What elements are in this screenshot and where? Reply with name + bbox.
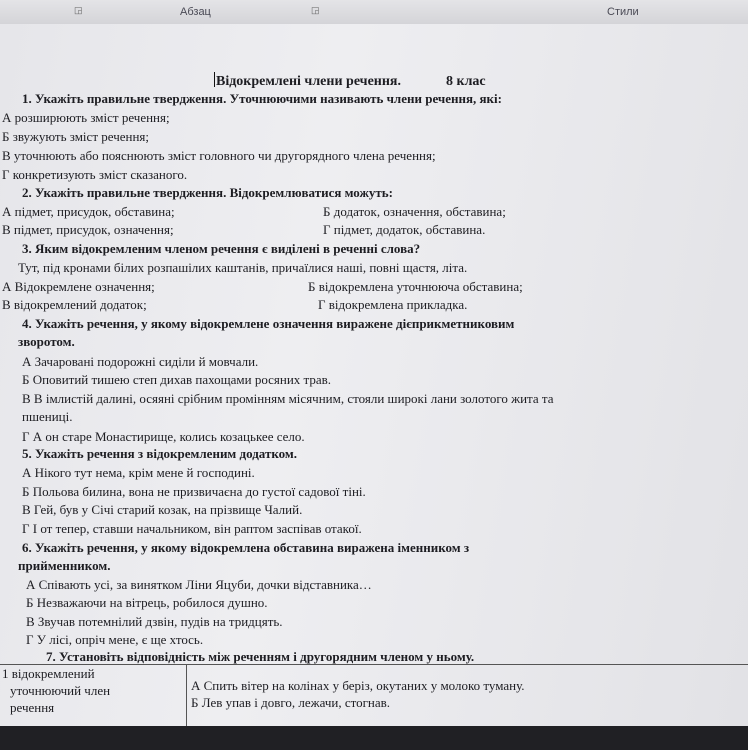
q3-option-d: Г відокремлена прикладка. xyxy=(318,297,468,312)
question-4-line-1: 4. Укажіть речення, у якому відокремлене означення виражене дієприкметниковим xyxy=(22,316,515,331)
q3-sentence: Тут, під кронами білих розпашілих каштанів, причаїлися наші, повні щастя, літа. xyxy=(18,260,468,275)
q3-option-b: Б відокремлена уточнююча обставина; xyxy=(308,279,523,294)
question-3: 3. Яким відокремленим членом речення є виділені в реченні слова? xyxy=(22,241,421,256)
matching-left-line-2: уточнюючий член xyxy=(10,683,111,698)
q4-option-b: Б Оповитий тишею степ дихав пахощами росяних трав. xyxy=(22,372,332,387)
matching-left-line-1: 1 відокремлений xyxy=(2,666,95,681)
q5-option-c: В Гей, був у Січі старий козак, на прізвище Чалий. xyxy=(22,502,303,517)
q4-option-a: А Зачаровані подорожні сиділи й мовчали. xyxy=(22,354,259,369)
question-2: 2. Укажіть правильне твердження. Відокремлюватися можуть: xyxy=(22,185,393,200)
matching-table xyxy=(0,664,748,726)
q1-option-d: Г конкретизують зміст сказаного. xyxy=(2,167,188,182)
question-7: 7. Установіть відповідність між реченням і другорядним членом у ньому. xyxy=(46,649,475,664)
q6-option-c: В Звучав потемнілий дзвін, пудів на тридцять. xyxy=(26,614,283,629)
q6-option-a: А Співають усі, за винятком Ліни Яцуби, дочки відставника… xyxy=(26,577,372,592)
document-grade: 8 клас xyxy=(446,74,486,89)
matching-left-cell xyxy=(0,665,187,726)
q3-option-c: В відокремлений додаток; xyxy=(2,297,147,312)
question-6-line-1: 6. Укажіть речення, у якому відокремлена обставина виражена іменником з xyxy=(22,540,470,555)
q5-option-b: Б Польова билина, вона не призвичаєна до густої садової тіні. xyxy=(22,484,366,499)
q5-option-d: Г І от тепер, ставши начальником, він раптом заспівав отакої. xyxy=(22,521,362,536)
q1-option-c: В уточнюють або пояснюють зміст головного чи другорядного члена речення; xyxy=(2,148,436,163)
q2-option-b: Б додаток, означення, обставина; xyxy=(323,204,506,219)
q4-option-c-line-1: В В імлистій далині, осяяні срібним промінням місячним, стояли широкі лани золотого жита та xyxy=(22,391,554,406)
matching-option-a: А Спить вітер на колінах у беріз, окутаних у молоко туману. xyxy=(191,678,525,693)
q2-option-a: А підмет, присудок, обставина; xyxy=(2,204,175,219)
question-4-line-2: зворотом. xyxy=(18,334,75,349)
matching-right-cell xyxy=(187,665,748,726)
paragraph-launcher-icon[interactable]: ◲ xyxy=(74,5,83,15)
q5-option-a: А Нікого тут нема, крім мене й господині. xyxy=(22,465,255,480)
q2-option-c: В підмет, присудок, означення; xyxy=(2,222,174,237)
matching-option-b: Б Лев упав і довго, лежачи, стогнав. xyxy=(191,695,391,710)
question-1: 1. Укажіть правильне твердження. Уточнюючими називають члени речення, які: xyxy=(22,91,502,106)
document-title-line xyxy=(214,72,486,90)
q1-option-b: Б звужують зміст речення; xyxy=(2,129,150,144)
question-6-line-2: прийменником. xyxy=(18,558,111,573)
ribbon xyxy=(0,0,748,25)
monitor-bezel xyxy=(0,726,748,750)
q1-option-a: А розширюють зміст речення; xyxy=(2,110,170,125)
q6-option-b: Б Незважаючи на вітрець, робилося душно. xyxy=(26,595,268,610)
text-cursor xyxy=(214,72,215,87)
styles-group-label: Стили xyxy=(607,6,639,18)
paragraph-group-label: Абзац xyxy=(180,6,211,18)
q6-option-d: Г У лісі, опріч мене, є ще хтось. xyxy=(26,632,204,647)
document-title: Відокремлені члени речення. xyxy=(216,74,402,89)
paragraph-settings-launcher-icon[interactable]: ◲ xyxy=(311,5,320,15)
q2-option-d: Г підмет, додаток, обставина. xyxy=(323,222,486,237)
document-page[interactable] xyxy=(0,24,748,726)
q4-option-d: Г А он старе Монастирище, колись козацькее село. xyxy=(22,429,305,444)
q3-option-a: А Відокремлене означення; xyxy=(2,279,155,294)
q4-option-c-line-2: пшениці. xyxy=(22,409,73,424)
matching-left-line-3: речення xyxy=(10,700,55,715)
question-5: 5. Укажіть речення з відокремленим додатком. xyxy=(22,446,298,461)
